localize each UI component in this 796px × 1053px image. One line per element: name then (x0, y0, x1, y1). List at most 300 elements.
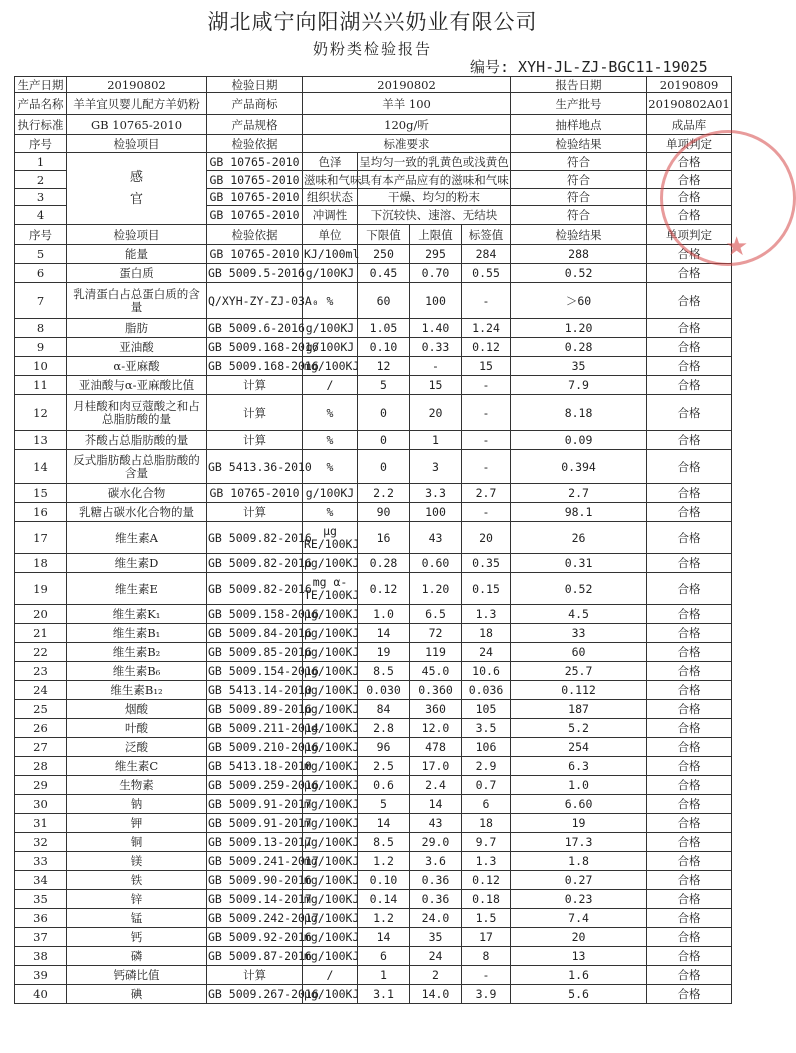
test-basis: GB 10765-2010 (207, 171, 303, 189)
test-item: 烟酸 (67, 700, 207, 719)
test-item: 锰 (67, 909, 207, 928)
sensory-group-char-1: 感 (129, 169, 143, 185)
test-verdict: 合格 (647, 264, 732, 283)
product-name-value: 羊羊宜贝婴儿配方羊奶粉 (67, 93, 207, 115)
standard-value: GB 10765-2010 (67, 115, 207, 135)
upper-limit: 0.60 (410, 554, 462, 573)
row-number: 12 (15, 395, 67, 431)
test-result: 6.3 (511, 757, 647, 776)
batch-value: 20190802A01 (647, 93, 732, 115)
test-result: 5.6 (511, 985, 647, 1004)
test-verdict: 合格 (647, 928, 732, 947)
test-verdict: 合格 (647, 966, 732, 985)
row-number: 25 (15, 700, 67, 719)
test-item: 维生素B₆ (67, 662, 207, 681)
test-item: 碘 (67, 985, 207, 1004)
test-basis: GB 5009.87-2016 (207, 947, 303, 966)
test-unit: g/100KJ (303, 319, 358, 338)
upper-limit: 6.5 (410, 605, 462, 624)
test-unit: μg/100KJ (303, 643, 358, 662)
test-verdict: 合格 (647, 171, 732, 189)
header-item: 检验项目 (67, 135, 207, 153)
test-basis: GB 10765-2010 (207, 484, 303, 503)
test-result: 1.6 (511, 966, 647, 985)
upper-limit: 15 (410, 376, 462, 395)
header-unit: 单位 (303, 225, 358, 245)
test-item: 钙磷比值 (67, 966, 207, 985)
test-row (15, 776, 732, 795)
test-result: 19 (511, 814, 647, 833)
label-value: - (462, 395, 511, 431)
sensory-group-label (67, 153, 207, 225)
test-row (15, 947, 732, 966)
label-value: 6 (462, 795, 511, 814)
upper-limit: 14.0 (410, 985, 462, 1004)
test-item: 芥酸占总脂肪酸的量 (67, 431, 207, 450)
test-row (15, 909, 732, 928)
header-no: 序号 (15, 225, 67, 245)
upper-limit: 295 (410, 245, 462, 264)
lower-limit: 250 (358, 245, 410, 264)
lower-limit: 0.030 (358, 681, 410, 700)
upper-limit: 119 (410, 643, 462, 662)
lower-limit: 0.12 (358, 573, 410, 605)
test-unit: μg/100KJ (303, 909, 358, 928)
header-upper: 上限值 (410, 225, 462, 245)
test-row (15, 738, 732, 757)
test-basis: GB 5413.36-2010 (207, 450, 303, 484)
test-result: 7.9 (511, 376, 647, 395)
test-unit: KJ/100ml (303, 245, 358, 264)
lower-limit: 1.2 (358, 909, 410, 928)
test-result: 20 (511, 928, 647, 947)
test-basis: GB 10765-2010 (207, 206, 303, 225)
label-value: 18 (462, 624, 511, 643)
test-row (15, 431, 732, 450)
test-row (15, 985, 732, 1004)
test-basis: 计算 (207, 431, 303, 450)
test-item: 脂肪 (67, 319, 207, 338)
test-basis: GB 5009.5-2016 (207, 264, 303, 283)
label-value: 18 (462, 814, 511, 833)
test-verdict: 合格 (647, 909, 732, 928)
label-value: 106 (462, 738, 511, 757)
test-verdict: 合格 (647, 700, 732, 719)
test-item: 锌 (67, 890, 207, 909)
lower-limit: 90 (358, 503, 410, 522)
upper-limit: 3 (410, 450, 462, 484)
test-basis: GB 5009.267-2016 (207, 985, 303, 1004)
test-row (15, 376, 732, 395)
test-result: 1.8 (511, 852, 647, 871)
label-value: 10.6 (462, 662, 511, 681)
test-verdict: 合格 (647, 338, 732, 357)
header-requirement: 标准要求 (303, 135, 511, 153)
row-number: 21 (15, 624, 67, 643)
test-unit: mg/100KJ (303, 757, 358, 776)
test-row (15, 522, 732, 554)
label-value: 2.7 (462, 484, 511, 503)
info-row-standard (15, 115, 732, 135)
test-row (15, 573, 732, 605)
test-verdict: 合格 (647, 319, 732, 338)
report-date-value: 20190809 (647, 77, 732, 93)
test-basis: GB 5413.14-2010 (207, 681, 303, 700)
report-date-label: 报告日期 (511, 77, 647, 93)
sensory-requirement: 具有本产品应有的滋味和气味 (359, 172, 509, 187)
test-row (15, 928, 732, 947)
test-basis: GB 5009.13-2017 (207, 833, 303, 852)
test-unit: mg/100KJ (303, 890, 358, 909)
lower-limit: 0.14 (358, 890, 410, 909)
sample-site-value: 成品库 (647, 115, 732, 135)
sensory-requirement: 呈均匀一致的乳黄色或浅黄色 (359, 154, 509, 169)
test-unit: μg/100KJ (303, 700, 358, 719)
label-value: 17 (462, 928, 511, 947)
test-row (15, 338, 732, 357)
lower-limit: 5 (358, 376, 410, 395)
test-result: 13 (511, 947, 647, 966)
test-result: 187 (511, 700, 647, 719)
test-result: 0.31 (511, 554, 647, 573)
test-result: 符合 (511, 171, 647, 189)
test-row (15, 357, 732, 376)
label-value: 2.9 (462, 757, 511, 776)
test-basis: GB 5009.90-2016 (207, 871, 303, 890)
test-unit: / (303, 966, 358, 985)
test-unit: mg/100KJ (303, 852, 358, 871)
row-number: 5 (15, 245, 67, 264)
label-value: - (462, 503, 511, 522)
test-result: 0.52 (511, 573, 647, 605)
test-basis: GB 5009.89-2016 (207, 700, 303, 719)
row-number: 6 (15, 264, 67, 283)
test-verdict: 合格 (647, 871, 732, 890)
label-value: - (462, 431, 511, 450)
sample-site-label: 抽样地点 (511, 115, 647, 135)
test-item: 生物素 (67, 776, 207, 795)
test-result: 0.28 (511, 338, 647, 357)
test-basis: 计算 (207, 376, 303, 395)
label-value: 0.15 (462, 573, 511, 605)
lower-limit: 2.8 (358, 719, 410, 738)
test-row (15, 264, 732, 283)
test-basis: 计算 (207, 966, 303, 985)
header-verdict: 单项判定 (647, 135, 732, 153)
lower-limit: 0 (358, 395, 410, 431)
test-verdict: 合格 (647, 985, 732, 1004)
lower-limit: 84 (358, 700, 410, 719)
test-verdict: 合格 (647, 757, 732, 776)
row-number: 19 (15, 573, 67, 605)
test-unit: g/100KJ (303, 484, 358, 503)
test-row (15, 643, 732, 662)
row-number: 3 (15, 189, 67, 206)
row-number: 13 (15, 431, 67, 450)
row-number: 20 (15, 605, 67, 624)
test-basis: GB 5009.91-2017 (207, 795, 303, 814)
test-row (15, 283, 732, 319)
test-item: 月桂酸和肉豆蔻酸之和占总脂肪酸的量 (67, 395, 207, 431)
inspection-date-value: 20190802 (303, 77, 511, 93)
lower-limit: 12 (358, 357, 410, 376)
label-value: 105 (462, 700, 511, 719)
test-verdict: 合格 (647, 522, 732, 554)
sensory-header-row (15, 135, 732, 153)
inspection-seal-star: ★ (725, 232, 749, 262)
test-basis: 计算 (207, 503, 303, 522)
info-row-dates (15, 77, 732, 93)
test-result: 符合 (511, 153, 647, 171)
test-unit: mg/100KJ (303, 928, 358, 947)
row-number: 14 (15, 450, 67, 484)
test-item: 能量 (67, 245, 207, 264)
test-item: 碳水化合物 (67, 484, 207, 503)
test-item: 维生素E (67, 573, 207, 605)
label-value: 1.24 (462, 319, 511, 338)
test-item: 维生素K₁ (67, 605, 207, 624)
upper-limit: 24.0 (410, 909, 462, 928)
label-value: 284 (462, 245, 511, 264)
test-row (15, 795, 732, 814)
test-basis: GB 5009.91-2017 (207, 814, 303, 833)
standard-label: 执行标准 (15, 115, 67, 135)
test-verdict: 合格 (647, 833, 732, 852)
upper-limit: 24 (410, 947, 462, 966)
test-verdict: 合格 (647, 189, 732, 206)
inspection-report-table (14, 76, 732, 1004)
row-number: 29 (15, 776, 67, 795)
label-value: - (462, 966, 511, 985)
lower-limit: 1.05 (358, 319, 410, 338)
label-value: 0.036 (462, 681, 511, 700)
test-item: 叶酸 (67, 719, 207, 738)
test-result: 6.60 (511, 795, 647, 814)
test-row (15, 484, 732, 503)
lower-limit: 8.5 (358, 662, 410, 681)
product-name-label: 产品名称 (15, 93, 67, 115)
test-unit: % (303, 395, 358, 431)
test-item: 铁 (67, 871, 207, 890)
sensory-attribute: 滋味和气味 (304, 172, 362, 187)
label-value: 20 (462, 522, 511, 554)
test-result: 254 (511, 738, 647, 757)
upper-limit: 3.3 (410, 484, 462, 503)
lower-limit: 1 (358, 966, 410, 985)
test-result: 98.1 (511, 503, 647, 522)
test-verdict: 合格 (647, 681, 732, 700)
test-basis: GB 5009.82-2016 (207, 522, 303, 554)
row-number: 18 (15, 554, 67, 573)
lower-limit: 0.6 (358, 776, 410, 795)
upper-limit: 72 (410, 624, 462, 643)
test-basis: 计算 (207, 395, 303, 431)
test-row (15, 871, 732, 890)
test-row (15, 450, 732, 484)
upper-limit: 14 (410, 795, 462, 814)
lower-limit: 60 (358, 283, 410, 319)
lower-limit: 2.2 (358, 484, 410, 503)
test-result: 26 (511, 522, 647, 554)
row-number: 35 (15, 890, 67, 909)
test-basis: GB 5009.92-2016 (207, 928, 303, 947)
test-row (15, 662, 732, 681)
test-verdict: 合格 (647, 357, 732, 376)
upper-limit: - (410, 357, 462, 376)
test-verdict: 合格 (647, 776, 732, 795)
sensory-requirement: 干燥、均匀的粉末 (358, 189, 511, 206)
test-verdict: 合格 (647, 376, 732, 395)
test-unit: mg α-TE/100KJ (303, 573, 358, 605)
upper-limit: 0.360 (410, 681, 462, 700)
header-item: 检验项目 (67, 225, 207, 245)
test-row (15, 503, 732, 522)
test-verdict: 合格 (647, 554, 732, 573)
test-result: 0.112 (511, 681, 647, 700)
test-verdict: 合格 (647, 503, 732, 522)
test-basis: Q/XYH-ZY-ZJ-03A₀ (207, 283, 303, 319)
test-verdict: 合格 (647, 573, 732, 605)
test-basis: GB 10765-2010 (207, 153, 303, 171)
test-basis: GB 5009.14-2017 (207, 890, 303, 909)
row-number: 11 (15, 376, 67, 395)
row-number: 23 (15, 662, 67, 681)
test-unit: μg/100KJ (303, 776, 358, 795)
test-item: 亚油酸与α-亚麻酸比值 (67, 376, 207, 395)
lower-limit: 5 (358, 795, 410, 814)
label-value: 0.12 (462, 871, 511, 890)
report-title: 奶粉类检验报告 (312, 40, 432, 58)
lower-limit: 14 (358, 814, 410, 833)
label-value: 24 (462, 643, 511, 662)
test-verdict: 合格 (647, 153, 732, 171)
sensory-group-char-2: 官 (129, 191, 143, 207)
test-unit: μg/100KJ (303, 719, 358, 738)
test-unit: μg/100KJ (303, 985, 358, 1004)
spec-label: 产品规格 (207, 115, 303, 135)
test-basis: GB 5009.241-2017 (207, 852, 303, 871)
label-value: 0.55 (462, 264, 511, 283)
test-verdict: 合格 (647, 605, 732, 624)
row-number: 26 (15, 719, 67, 738)
test-row (15, 833, 732, 852)
header-no: 序号 (15, 135, 67, 153)
label-value: 0.12 (462, 338, 511, 357)
label-value: 3.5 (462, 719, 511, 738)
upper-limit: 0.36 (410, 871, 462, 890)
test-row (15, 757, 732, 776)
header-label: 标签值 (462, 225, 511, 245)
sensory-requirement: 下沉较快、速溶、无结块 (358, 206, 511, 225)
tests-header-row (15, 225, 732, 245)
test-result: 35 (511, 357, 647, 376)
lower-limit: 0 (358, 431, 410, 450)
test-result: 8.18 (511, 395, 647, 431)
row-number: 22 (15, 643, 67, 662)
test-row (15, 554, 732, 573)
test-unit: / (303, 376, 358, 395)
test-unit: μg/100KJ (303, 662, 358, 681)
lower-limit: 6 (358, 947, 410, 966)
inspection-date-label: 检验日期 (207, 77, 303, 93)
lower-limit: 2.5 (358, 757, 410, 776)
lower-limit: 14 (358, 624, 410, 643)
upper-limit: 360 (410, 700, 462, 719)
upper-limit: 17.0 (410, 757, 462, 776)
test-basis: GB 10765-2010 (207, 189, 303, 206)
upper-limit: 100 (410, 503, 462, 522)
upper-limit: 29.0 (410, 833, 462, 852)
test-basis: GB 5009.242-2017 (207, 909, 303, 928)
label-value: 1.5 (462, 909, 511, 928)
test-result: 符合 (511, 189, 647, 206)
test-verdict: 合格 (647, 283, 732, 319)
row-number: 7 (15, 283, 67, 319)
test-verdict: 合格 (647, 484, 732, 503)
upper-limit: 0.33 (410, 338, 462, 357)
test-result: 0.09 (511, 431, 647, 450)
upper-limit: 43 (410, 522, 462, 554)
test-verdict: 合格 (647, 624, 732, 643)
lower-limit: 19 (358, 643, 410, 662)
brand-label: 产品商标 (207, 93, 303, 115)
lower-limit: 1.0 (358, 605, 410, 624)
header-verdict: 单项判定 (647, 225, 732, 245)
upper-limit: 3.6 (410, 852, 462, 871)
test-item: 铜 (67, 833, 207, 852)
company-name: 湖北咸宁向阳湖兴兴奶业有限公司 (207, 10, 538, 34)
test-unit: g/100KJ (303, 338, 358, 357)
test-unit: % (303, 503, 358, 522)
test-item: 维生素A (67, 522, 207, 554)
test-item: 钾 (67, 814, 207, 833)
upper-limit: 100 (410, 283, 462, 319)
test-item: 乳糖占碳水化合物的量 (67, 503, 207, 522)
production-date-label: 生产日期 (15, 77, 67, 93)
test-result: 符合 (511, 206, 647, 225)
lower-limit: 1.2 (358, 852, 410, 871)
test-item: 维生素B₂ (67, 643, 207, 662)
upper-limit: 12.0 (410, 719, 462, 738)
test-unit: mg/100KJ (303, 795, 358, 814)
test-result: 1.20 (511, 319, 647, 338)
test-item: 维生素C (67, 757, 207, 776)
test-basis: GB 5009.210-2016 (207, 738, 303, 757)
test-row (15, 681, 732, 700)
header-basis: 检验依据 (207, 135, 303, 153)
test-basis: GB 5009.168-2016 (207, 338, 303, 357)
sensory-attribute: 组织状态 (303, 189, 358, 206)
header-result: 检验结果 (511, 225, 647, 245)
row-number: 2 (15, 171, 67, 189)
row-number: 24 (15, 681, 67, 700)
spec-value: 120g/听 (303, 115, 511, 135)
test-item: 维生素D (67, 554, 207, 573)
row-number: 36 (15, 909, 67, 928)
test-result: 2.7 (511, 484, 647, 503)
lower-limit: 3.1 (358, 985, 410, 1004)
label-value: 3.9 (462, 985, 511, 1004)
label-value: 1.3 (462, 852, 511, 871)
lower-limit: 0.45 (358, 264, 410, 283)
upper-limit: 1 (410, 431, 462, 450)
row-number: 31 (15, 814, 67, 833)
test-item: 镁 (67, 852, 207, 871)
lower-limit: 0 (358, 450, 410, 484)
test-result: 60 (511, 643, 647, 662)
test-unit: mg/100KJ (303, 357, 358, 376)
upper-limit: 1.40 (410, 319, 462, 338)
